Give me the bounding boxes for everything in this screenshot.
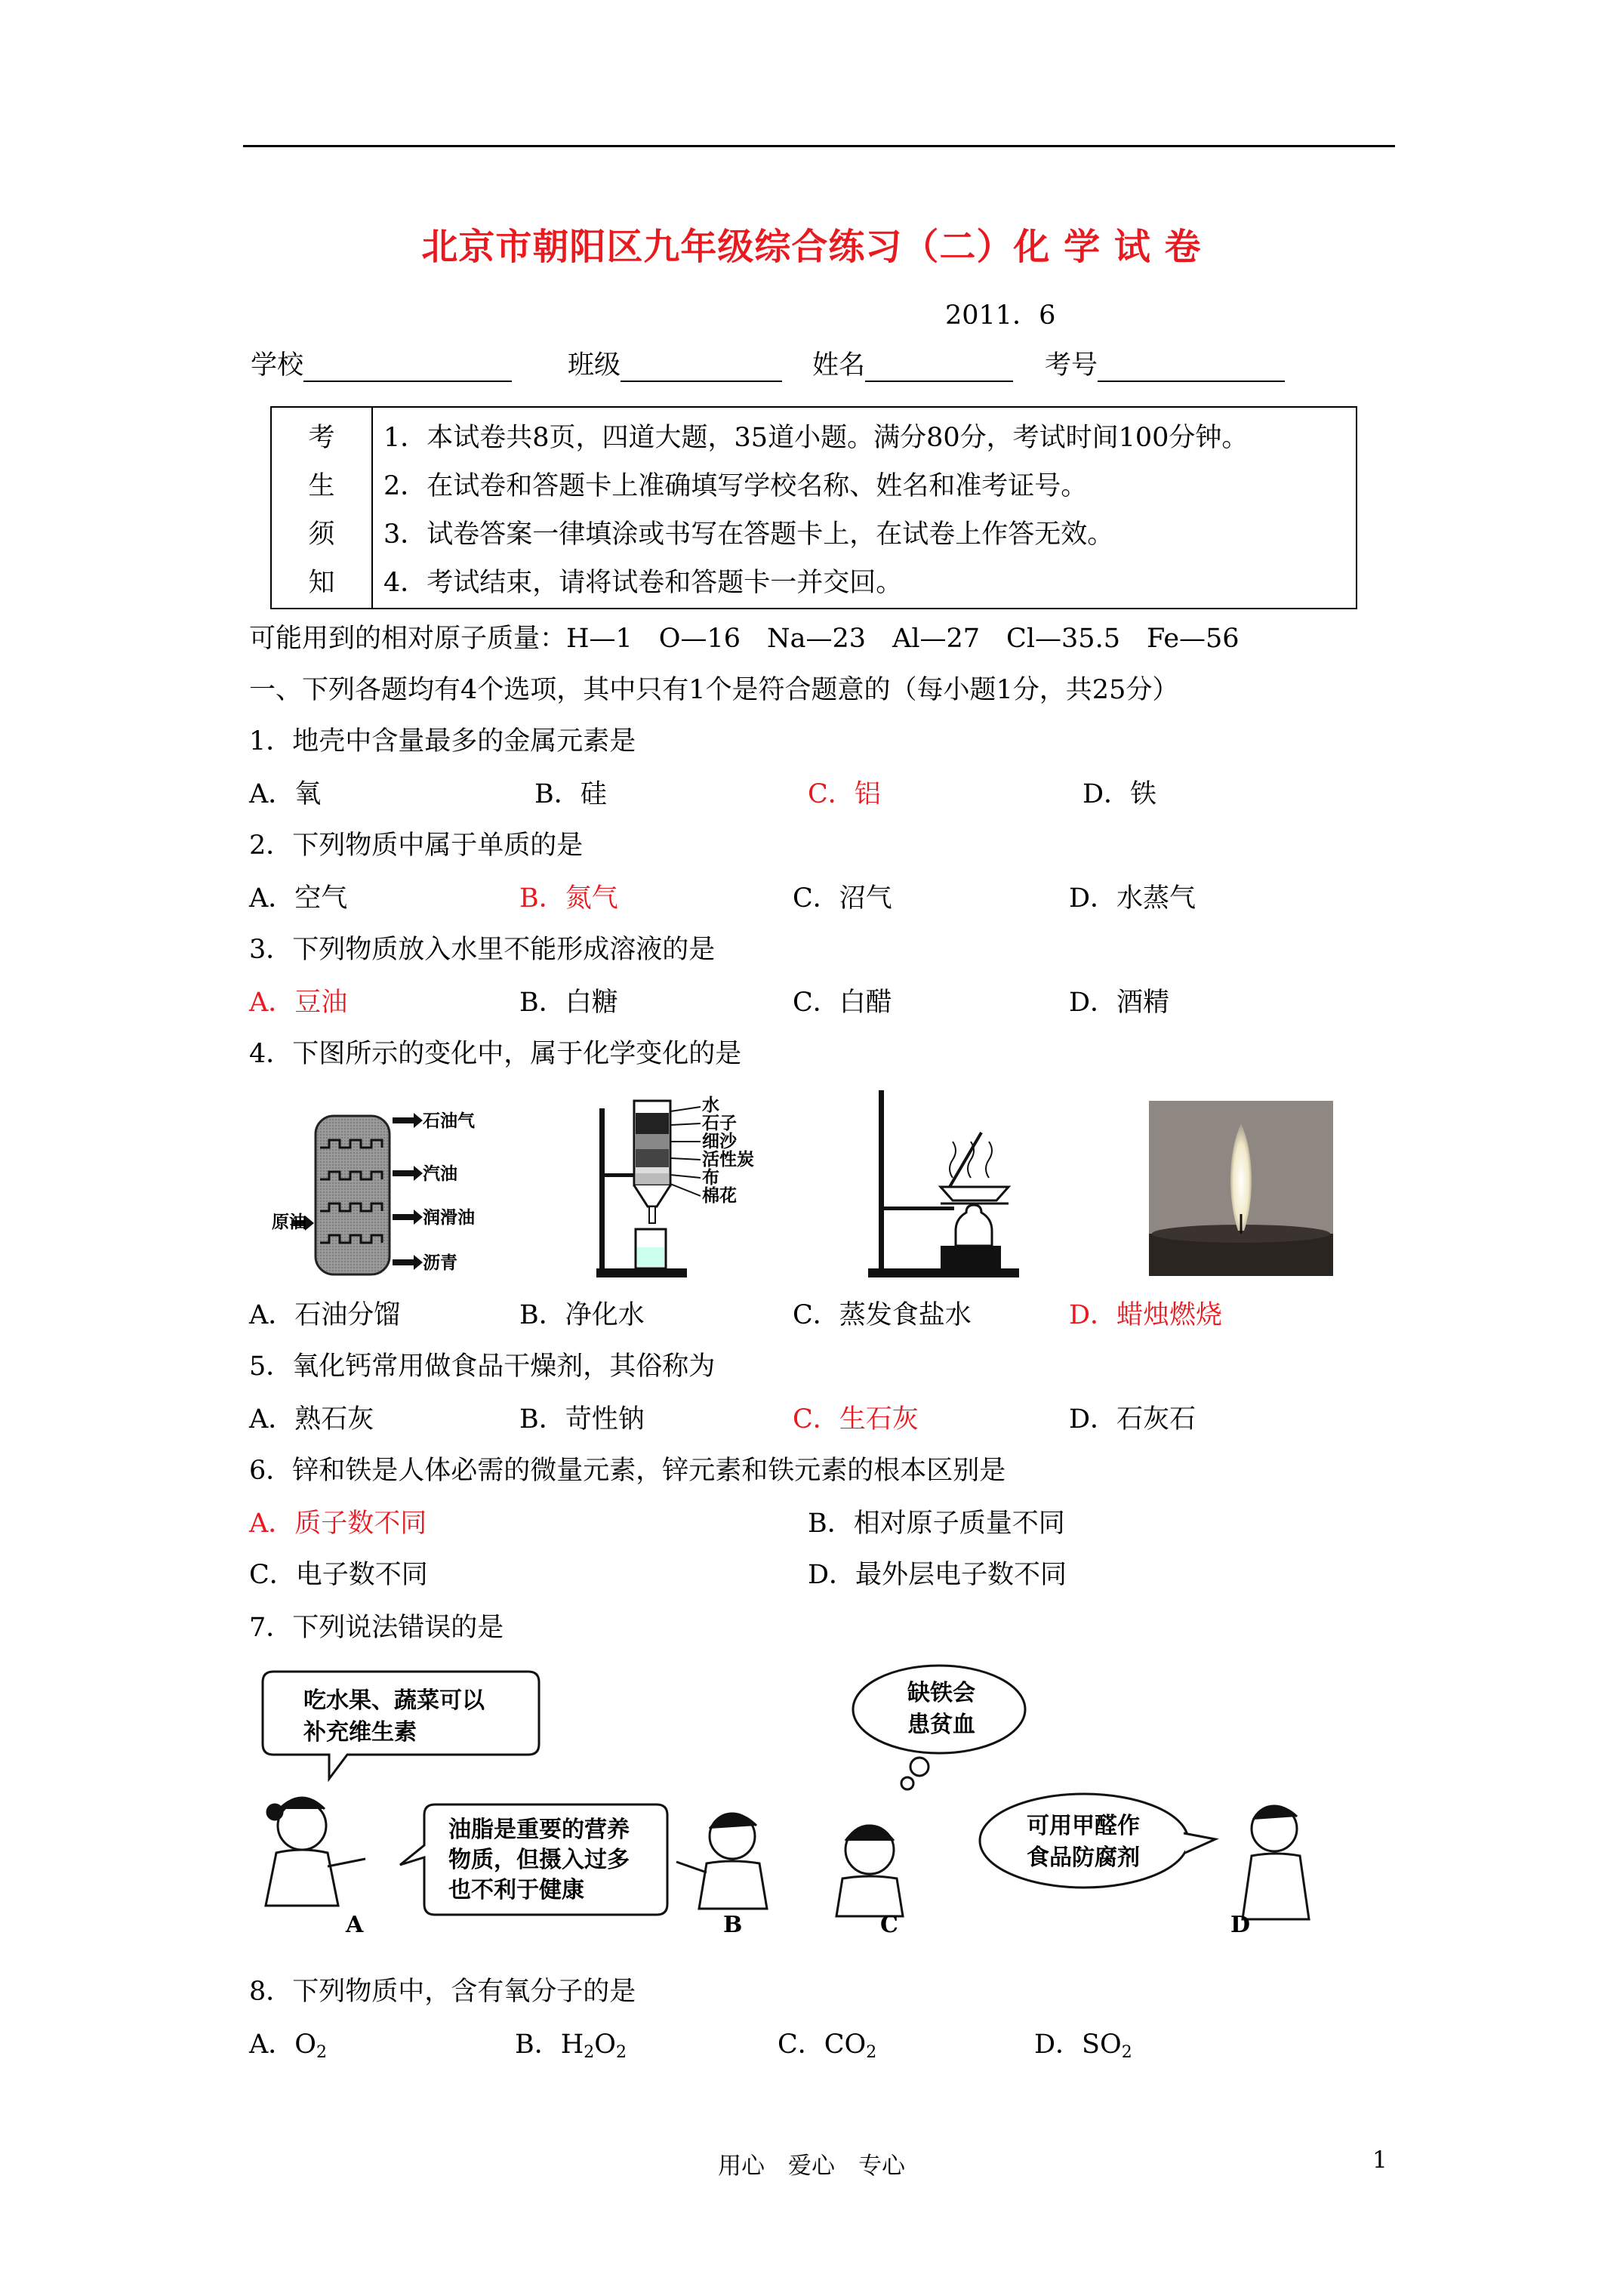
cartoon-label-c: C [880, 1912, 898, 1938]
name-field[interactable] [812, 349, 1013, 382]
option[interactable]: B．净化水 [519, 1300, 645, 1330]
question-stem: 3．下列物质放入水里不能形成溶液的是 [249, 935, 716, 965]
option[interactable]: B．硅 [534, 779, 607, 809]
question-stem: 4．下图所示的变化中，属于化学变化的是 [249, 1039, 742, 1069]
distill-label: 沥青 [423, 1253, 457, 1273]
bubble-d-text: 可用甲醛作 食品防腐剂 [1027, 1813, 1140, 1871]
exam-number-field[interactable] [1045, 349, 1285, 382]
filter-label: 活性炭 [702, 1150, 754, 1170]
option[interactable]: D．水蒸气 [1069, 883, 1196, 914]
notice-line: 3．试卷答案一律填涂或书写在答题卡上，在试卷上作答无效。 [383, 519, 1114, 550]
atomic-masses: 可能用到的相对原子质量：H—1 O—16 Na—23 Al—27 Cl—35.5 Fe—56 [249, 624, 1240, 654]
school-field[interactable] [251, 349, 512, 382]
class-field[interactable] [568, 349, 782, 382]
notice-line: 1．本试卷共8页，四道大题，35道小题。满分80分，考试时间100分钟。 [383, 423, 1249, 453]
option[interactable]: B．$H_2O_2$ [515, 2029, 627, 2062]
option[interactable]: C．电子数不同 [249, 1560, 428, 1590]
filter-label: 细沙 [702, 1132, 737, 1151]
exam-number-label: 考号 [1045, 350, 1098, 381]
bubble-a-text: 吃水果、蔬菜可以 补充维生素 [303, 1687, 485, 1746]
filter-label: 布 [702, 1168, 719, 1188]
option-answer[interactable]: C．铝 [808, 779, 881, 809]
option[interactable]: D．$SO_2$ [1034, 2029, 1132, 2062]
option-answer[interactable]: D．蜡烛燃烧 [1069, 1300, 1223, 1330]
distill-input-label: 原油 [272, 1213, 306, 1232]
option-answer[interactable]: A．豆油 [249, 988, 348, 1018]
filter-label: 石子 [702, 1114, 737, 1133]
option[interactable]: A．熟石灰 [249, 1404, 374, 1435]
question-stem: 2．下列物质中属于单质的是 [249, 831, 584, 861]
student-info-line [251, 349, 1368, 387]
filter-label: 水 [702, 1096, 719, 1115]
notice-line: 4．考试结束，请将试卷和答题卡一并交回。 [383, 568, 903, 598]
filter-label: 棉花 [702, 1186, 737, 1206]
distill-label: 汽油 [423, 1164, 457, 1184]
question-stem: 5．氧化钙常用做食品干燥剂，其俗称为 [249, 1351, 716, 1382]
notice-body [372, 407, 1357, 609]
candle-burning-photo [1149, 1101, 1333, 1276]
distill-label: 石油气 [423, 1111, 475, 1131]
cartoon-label-d: D [1230, 1912, 1251, 1938]
cartoon-label-b: B [723, 1912, 743, 1938]
option-answer[interactable]: C．生石灰 [793, 1404, 919, 1435]
notice-heading: 考 生 须 知 [271, 407, 372, 609]
notice-table [270, 406, 1357, 609]
option[interactable]: D．石灰石 [1069, 1404, 1196, 1435]
option[interactable]: B．相对原子质量不同 [808, 1509, 1065, 1539]
option[interactable]: D．铁 [1083, 779, 1157, 809]
option[interactable]: A．氧 [249, 779, 322, 809]
notice-line: 2．在试卷和答题卡上准确填写学校名称、姓名和准考证号。 [383, 471, 1088, 501]
option[interactable]: C．沼气 [793, 883, 892, 914]
class-label: 班级 [568, 350, 621, 381]
evaporation-figure [868, 1087, 1019, 1284]
bubble-b-text: 油脂是重要的营养 物质，但摄入过多 也不利于健康 [448, 1817, 630, 1903]
option[interactable]: D．最外层电子数不同 [808, 1560, 1067, 1590]
question-stem: 7．下列说法错误的是 [249, 1613, 504, 1643]
question-stem: 1．地壳中含量最多的金属元素是 [249, 726, 636, 757]
page-footer: 用心 爱心 专心 [718, 2153, 905, 2180]
question-stem: 8．下列物质中，含有氧分子的是 [249, 1977, 636, 2007]
school-label: 学校 [251, 350, 304, 381]
bubble-c-text: 缺铁会 患贫血 [907, 1680, 975, 1738]
option[interactable]: C．白醋 [793, 988, 892, 1018]
option[interactable]: D．酒精 [1069, 988, 1170, 1018]
option[interactable]: C．$CO_2$ [778, 2029, 877, 2062]
option[interactable]: B．苛性钠 [519, 1404, 645, 1435]
section-heading: 一、下列各题均有4个选项，其中只有1个是符合题意的（每小题1分，共25分） [249, 675, 1179, 705]
option[interactable]: C．蒸发食盐水 [793, 1300, 972, 1330]
top-rule [243, 145, 1395, 147]
distill-label: 润滑油 [423, 1208, 475, 1228]
cartoon-label-a: A [346, 1912, 364, 1938]
option-answer[interactable]: A．质子数不同 [249, 1509, 427, 1539]
name-label: 姓名 [812, 350, 866, 381]
page-title: 北京市朝阳区九年级综合练习（二）化 学 试 卷 [421, 226, 1202, 268]
page-number: 1 [1372, 2147, 1387, 2174]
option[interactable]: A．空气 [249, 883, 348, 914]
exam-date: 2011．6 [945, 300, 1056, 331]
option[interactable]: A．$O_2$ [249, 2029, 327, 2062]
option[interactable]: A．石油分馏 [249, 1300, 401, 1330]
option-answer[interactable]: B．氮气 [519, 883, 618, 914]
option[interactable]: B．白糖 [519, 988, 618, 1018]
question-stem: 6．锌和铁是人体必需的微量元素，锌元素和铁元素的根本区别是 [249, 1456, 1006, 1486]
